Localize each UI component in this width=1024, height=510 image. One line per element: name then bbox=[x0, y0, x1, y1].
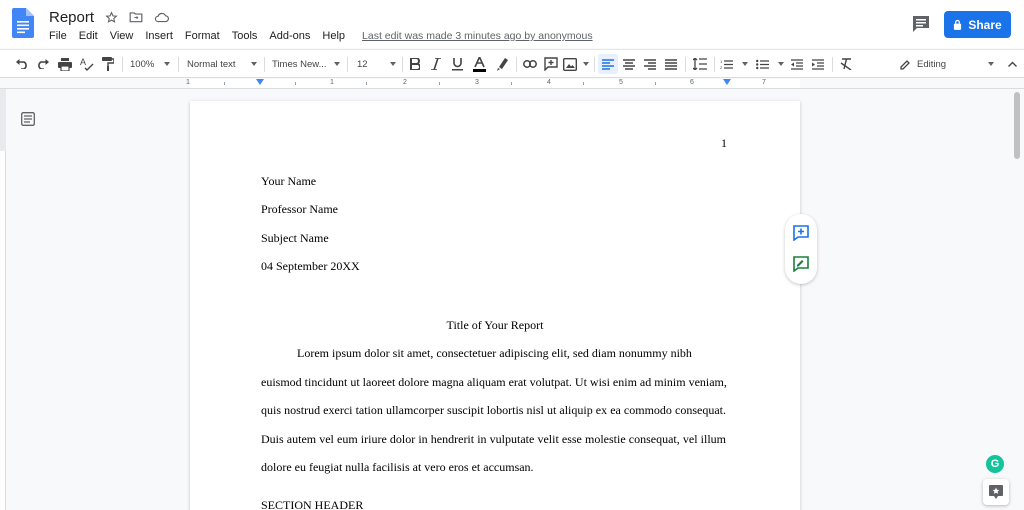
print-icon[interactable] bbox=[55, 54, 75, 74]
bulleted-list-button[interactable] bbox=[756, 54, 784, 74]
align-right-icon[interactable] bbox=[640, 54, 660, 74]
menu-addons[interactable]: Add-ons bbox=[269, 30, 311, 42]
ruler-number: 3 bbox=[475, 79, 479, 86]
undo-icon[interactable] bbox=[12, 54, 32, 74]
grammarly-icon[interactable]: G bbox=[986, 455, 1004, 473]
share-label: Share bbox=[968, 17, 1002, 32]
image-icon bbox=[563, 58, 577, 71]
underline-icon[interactable] bbox=[448, 54, 466, 74]
vertical-scrollbar[interactable] bbox=[1014, 92, 1020, 159]
text-color-icon[interactable] bbox=[469, 54, 489, 74]
menu-help[interactable]: Help bbox=[322, 30, 346, 42]
report-title: Title of Your Report bbox=[446, 318, 544, 332]
comments-icon[interactable] bbox=[910, 14, 932, 34]
paragraph-line: quis nostrud exerci tation ullamcorper suscipit lobortis nisl ut aliquip ex ea commodo consequat. bbox=[261, 403, 726, 417]
zoom-value: 100% bbox=[130, 58, 155, 70]
add-comment-icon[interactable] bbox=[541, 54, 561, 74]
font-size-select[interactable] bbox=[357, 54, 396, 74]
increase-indent-icon[interactable] bbox=[808, 54, 828, 74]
menu-insert[interactable]: Insert bbox=[145, 30, 173, 42]
menu-file[interactable]: File bbox=[49, 30, 67, 42]
font-select[interactable] bbox=[272, 54, 340, 74]
ruler-number: 7 bbox=[762, 79, 766, 86]
insert-link-icon[interactable] bbox=[520, 54, 540, 74]
italic-icon[interactable] bbox=[427, 54, 445, 74]
collapse-toolbar-icon[interactable] bbox=[1005, 54, 1019, 74]
ruler-number: 1 bbox=[186, 79, 190, 86]
ruler-number: 4 bbox=[547, 79, 551, 86]
right-indent-marker[interactable] bbox=[723, 79, 731, 85]
explore-button[interactable] bbox=[983, 479, 1009, 505]
font-size-value: 12 bbox=[357, 58, 368, 70]
style-select[interactable] bbox=[187, 54, 257, 74]
editing-mode-select[interactable] bbox=[900, 54, 994, 74]
align-center-icon[interactable] bbox=[619, 54, 639, 74]
section-header: SECTION HEADER bbox=[261, 498, 364, 510]
numbered-list-button[interactable] bbox=[720, 54, 748, 74]
ruler-number: 5 bbox=[619, 79, 623, 86]
explore-icon bbox=[989, 485, 1003, 499]
title-row bbox=[49, 7, 169, 27]
formatting-toolbar bbox=[0, 49, 1024, 78]
align-justify-icon[interactable] bbox=[661, 54, 681, 74]
lock-icon bbox=[953, 19, 962, 30]
clear-formatting-icon[interactable] bbox=[836, 54, 856, 74]
professor-name-line: Professor Name bbox=[261, 202, 338, 216]
editing-mode-label: Editing bbox=[917, 58, 947, 70]
svg-text:A: A bbox=[79, 57, 86, 67]
app-header bbox=[0, 0, 1024, 48]
highlight-icon[interactable] bbox=[492, 54, 512, 74]
folder-move-icon[interactable] bbox=[128, 9, 144, 25]
svg-text:2: 2 bbox=[720, 64, 723, 70]
document-outline-icon[interactable] bbox=[21, 112, 35, 126]
menu-edit[interactable]: Edit bbox=[78, 30, 98, 42]
spellcheck-icon[interactable] bbox=[77, 54, 97, 74]
side-actions-panel bbox=[785, 214, 817, 284]
left-indent-marker[interactable] bbox=[256, 79, 264, 85]
menu-view[interactable]: View bbox=[109, 30, 134, 42]
menu-tools[interactable]: Tools bbox=[231, 30, 258, 42]
decrease-indent-icon[interactable] bbox=[787, 54, 807, 74]
bold-icon[interactable] bbox=[406, 54, 424, 74]
page-number: 1 bbox=[721, 136, 727, 150]
paragraph-line: Lorem ipsum dolor sit amet, consectetuer adipiscing elit, sed diam nonummy nibh bbox=[297, 346, 692, 360]
docs-logo-icon[interactable] bbox=[12, 8, 34, 38]
paragraph-line: dolore eu feugiat nulla facilisis at vero eros et accumsan. bbox=[261, 460, 534, 474]
svg-text:1: 1 bbox=[720, 58, 723, 64]
cloud-status-icon[interactable] bbox=[153, 9, 169, 25]
ruler-number: 6 bbox=[690, 79, 694, 86]
add-comment-icon[interactable] bbox=[793, 225, 809, 241]
menu-bar bbox=[43, 29, 593, 43]
vertical-ruler[interactable] bbox=[0, 89, 6, 510]
author-name-line: Your Name bbox=[261, 174, 317, 188]
ruler-number: 1 bbox=[330, 79, 334, 86]
paint-format-icon[interactable] bbox=[98, 54, 118, 74]
horizontal-ruler[interactable] bbox=[0, 78, 1024, 89]
font-value: Times New... bbox=[272, 58, 327, 70]
align-left-icon[interactable] bbox=[598, 54, 618, 74]
document-page[interactable] bbox=[190, 101, 800, 510]
star-icon[interactable] bbox=[103, 9, 119, 25]
suggest-edits-icon[interactable] bbox=[793, 256, 809, 272]
numbered-list-icon bbox=[720, 59, 733, 70]
date-line: 04 September 20XX bbox=[261, 259, 360, 273]
pencil-icon bbox=[900, 59, 911, 70]
line-spacing-icon[interactable] bbox=[690, 54, 710, 74]
last-edit-link[interactable]: Last edit was made 3 minutes ago by anonymous bbox=[362, 30, 593, 42]
zoom-select[interactable] bbox=[130, 54, 170, 74]
ruler-number: 2 bbox=[403, 79, 407, 86]
redo-icon[interactable] bbox=[33, 54, 53, 74]
style-value: Normal text bbox=[187, 58, 236, 70]
subject-name-line: Subject Name bbox=[261, 231, 329, 245]
document-title[interactable]: Report bbox=[49, 8, 95, 26]
paragraph-line: Duis autem vel eum iriure dolor in hendrerit in vulputate velit esse molestie consequat, vel illum bbox=[261, 432, 726, 446]
insert-image-button[interactable] bbox=[563, 54, 589, 74]
bulleted-list-icon bbox=[756, 59, 769, 70]
share-button[interactable] bbox=[944, 11, 1011, 38]
menu-format[interactable]: Format bbox=[184, 30, 220, 42]
paragraph-line: euismod tincidunt ut laoreet dolore magna aliquam erat volutpat. Ut wisi enim ad minim veniam, bbox=[261, 375, 727, 389]
